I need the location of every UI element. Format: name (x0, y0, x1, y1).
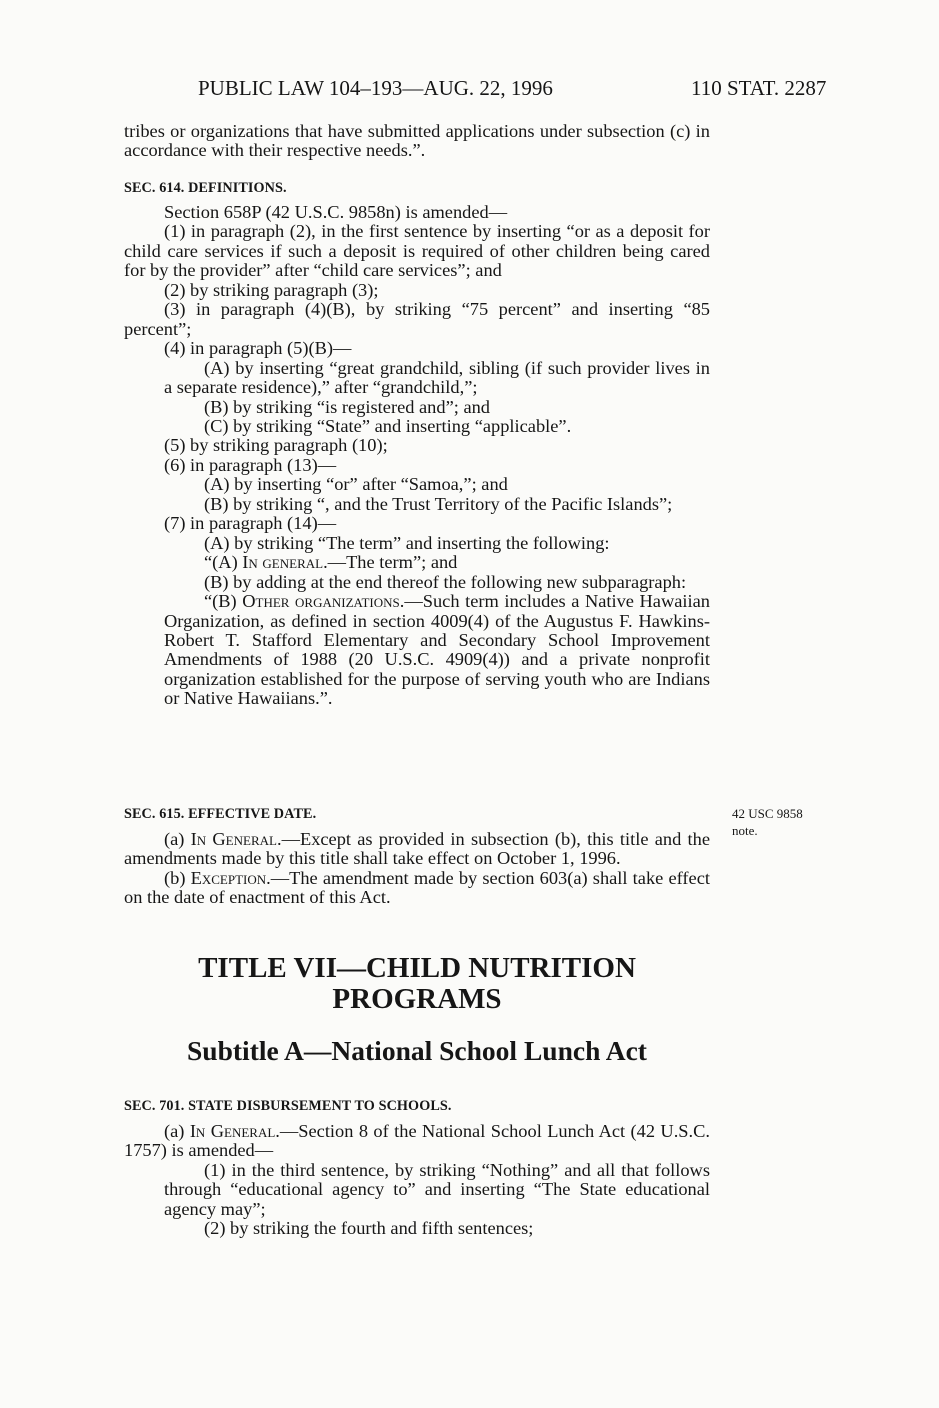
paragraph-2: (2) by striking paragraph (3); (164, 279, 379, 300)
subsection-b: (b) Exception.—The amendment made by section 603(a) shall take effect on the date of enactment of this Act. (124, 867, 710, 908)
subsection-a: (a) In General.—Except as provided in subsection (b), this title and the amendments made by this title shall take effect on October 1, 1996. (124, 829, 710, 869)
paragraph-7-b: (B) by adding at the end thereof the following new subparagraph: (204, 571, 687, 592)
paragraph-6: (6) in paragraph (13)— (164, 454, 337, 475)
margin-note: 42 USC 9858 note. (732, 806, 803, 838)
page-number: 110 STAT. 2287 (691, 76, 827, 100)
paragraph-1: (1) in the third sentence, by striking “Nothing” and all that follows through “educational agency to” and inserting “The State educational agency may”; (164, 1159, 710, 1219)
paragraph-2: (2) by striking the fourth and fifth sentences; (204, 1218, 534, 1239)
subsection-a: (a) In General.—Section 8 of the National School Lunch Act (42 U.S.C. 1757) is amended— (124, 1121, 710, 1161)
section-701-heading: SEC. 701. STATE DISBURSEMENT TO SCHOOLS. (124, 1098, 452, 1114)
paragraph-6-b: (B) by striking “, and the Trust Territory of the Pacific Islands”; (204, 493, 673, 514)
subtitle-heading: Subtitle A—National School Lunch Act (187, 1035, 647, 1066)
section-615-heading: SEC. 615. EFFECTIVE DATE. (124, 806, 317, 822)
paragraph-4: (4) in paragraph (5)(B)— (164, 338, 352, 359)
section-614-heading: SEC. 614. DEFINITIONS. (124, 180, 287, 196)
paragraph-4-c: (C) by striking “State” and inserting “applicable”. (204, 415, 572, 436)
paragraph-7: (7) in paragraph (14)— (164, 513, 337, 534)
section-615-body (124, 830, 710, 908)
paragraph-7-a: (A) by striking “The term” and inserting the following: (204, 532, 610, 553)
paragraph-4-b: (B) by striking “is registered and”; and (204, 396, 490, 417)
section-614-lead: Section 658P (42 U.S.C. 9858n) is amended— (164, 202, 508, 222)
paragraph-6-a: (A) by inserting “or” after “Samoa,”; and (204, 474, 508, 495)
paragraph-7-b-quote: “(B) Other organizations.—Such term includes a Native Hawaiian Organization, as defined in section 4009(4) of the Augustus F. Hawkins-Robert T. Stafford Elementary and Secondary School Improvement Amendments of 1988 (20 U.S.C. 4909(4)) and a private nonprofit organization established for the purpose of serving youth who are Indians or Native Hawaiians.”. (164, 591, 710, 709)
continuation-text (124, 122, 710, 161)
section-614-body (124, 203, 710, 709)
paragraph-7-a-quote: “(A) In general.—The term”; and (204, 552, 458, 573)
paragraph-3: (3) in paragraph (4)(B), by striking “75 percent” and inserting “85 percent”; (124, 299, 710, 339)
running-header-title: PUBLIC LAW 104–193—AUG. 22, 1996 (198, 76, 553, 100)
paragraph-5: (5) by striking paragraph (10); (164, 435, 388, 456)
section-701-body (124, 1122, 710, 1239)
paragraph: tribes or organizations that have submitted applications under subsection (c) in accordance with their respective needs.”. (124, 121, 710, 161)
paragraph-4-a: (A) by inserting “great grandchild, sibling (if such provider lives in a separate residence),” after “grandchild,”; (164, 357, 710, 398)
paragraph-1: (1) in paragraph (2), in the first sentence by inserting “or as a deposit for child care services if such a deposit is required of other children being cared for by the provider” after “child care services”; and (124, 221, 710, 281)
title-heading: TITLE VII—CHILD NUTRITION PROGRAMS (198, 952, 636, 1015)
